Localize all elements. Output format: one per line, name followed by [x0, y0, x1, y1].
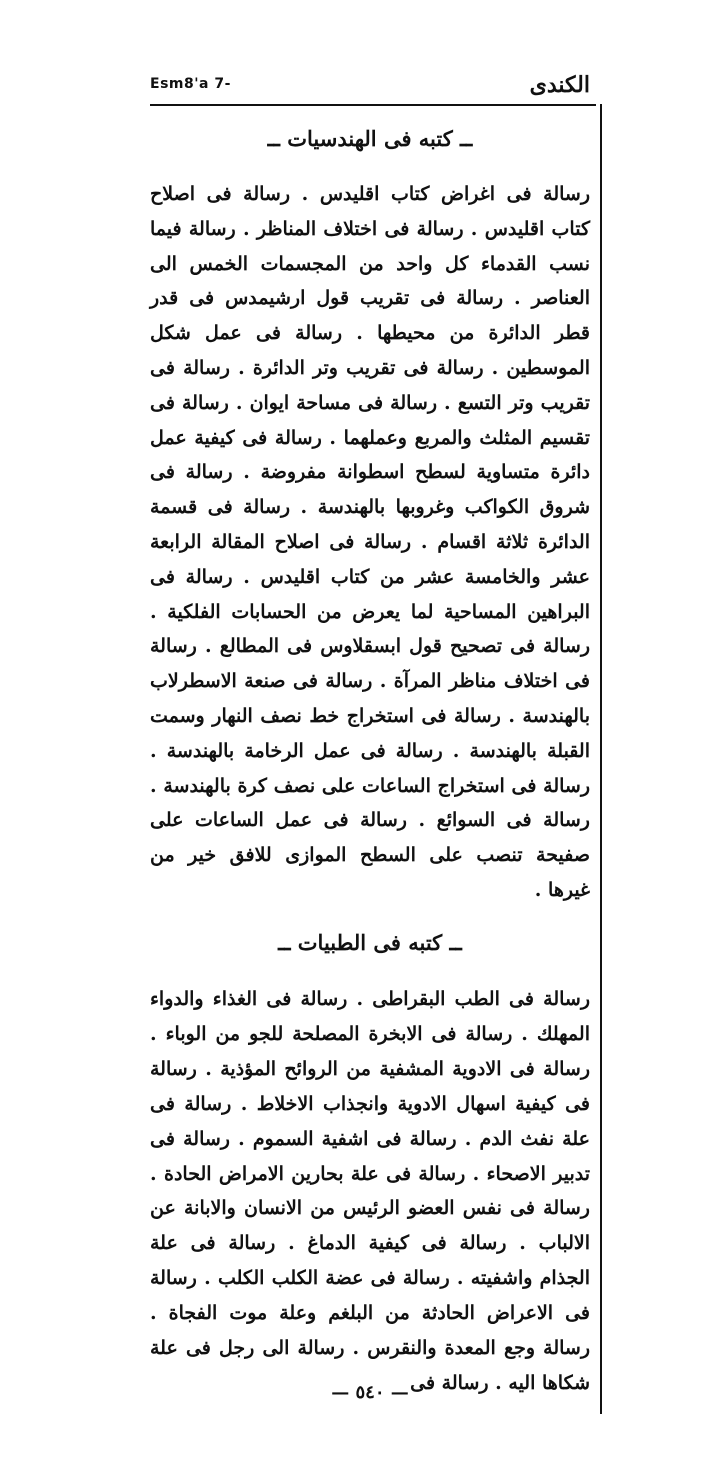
section-body-medicine: رسالة فى الطب البقراطى . رسالة فى الغذاء والدواء المهلك . رسالة فى الابخرة المصلحة للجو من الوباء . رسالة فى الادوية المشفية من الروائح المؤذية . رسالة فى كيفية اسهال الادوية وانجذاب الاخلاط . رسالة فى علة نفث الدم . رسالة فى اشفية السموم . رسالة فى تدبير الاصحاء . رسالة فى علة بحارين الامراض الحادة . رسالة فى نفس العضو الرئيس من الانسان والابانة عن الالباب . رسالة فى كيفية الدماغ . رسالة فى علة الجذام واشفيته . رسالة فى عضة الكلب الكلب . رسالة فى الاعراض الحادثة من البلغم وعلة موت الفجاة . رسالة وجع المعدة والنقرس . رسالة الى رجل فى علة شكاها اليه . رسالة فى — [150, 988, 590, 1394]
running-head-title: الكندى — [529, 72, 590, 98]
header-rule — [150, 104, 596, 106]
page-number: — ٥٤٠ — — [331, 1382, 409, 1403]
running-head — [150, 72, 590, 100]
running-head-code: Esm8'a 7- — [150, 76, 231, 92]
section-title-geometry: ــ كتبه فى الهندسيات ــ — [267, 126, 473, 151]
margin-rule — [600, 104, 602, 1414]
section-body-geometry: رسالة فى اغراض كتاب اقليدس . رسالة فى اصلاح كتاب اقليدس . رسالة فى اختلاف المناظر . رسالة فيما نسب القدماء كل واحد من المجسمات الخمس الى العناصر . رسالة فى تقريب قول ارشيمدس فى قدر قطر الدائرة من محيطها . رسالة فى عمل شكل الموسطين . رسالة فى تقريب وتر الدائرة . رسالة فى تقريب وتر التسع . رسالة فى مساحة ايوان . رسالة فى تقسيم المثلث والمربع وعملهما . رسالة فى كيفية عمل دائرة متساوية لسطح اسطوانة مفروضة . رسالة فى شروق الكواكب وغروبها بالهندسة . رسالة فى قسمة الدائرة ثلاثة اقسام . رسالة فى اصلاح المقالة الرابعة عشر والخامسة عشر من كتاب اقليدس . رسالة فى البراهين المساحية لما يعرض من الحسابات الفلكية . رسالة فى تصحيح قول ابسقلاوس فى المطالع . رسالة فى اختلاف مناظر المرآة . رسالة فى صنعة الاسطرلاب بالهندسة . رسالة فى استخراج خط نصف النهار وسمت القبلة بالهندسة . رسالة فى عمل الرخامة بالهندسة . رسالة فى استخراج الساعات على نصف كرة بالهندسة . رسالة فى السوائع . رسالة فى عمل الساعات على صفيحة تنصب على السطح الموازى للافق خير من غيرها . — [150, 183, 590, 901]
section-title-medicine: ــ كتبه فى الطبيات ــ — [278, 930, 462, 955]
